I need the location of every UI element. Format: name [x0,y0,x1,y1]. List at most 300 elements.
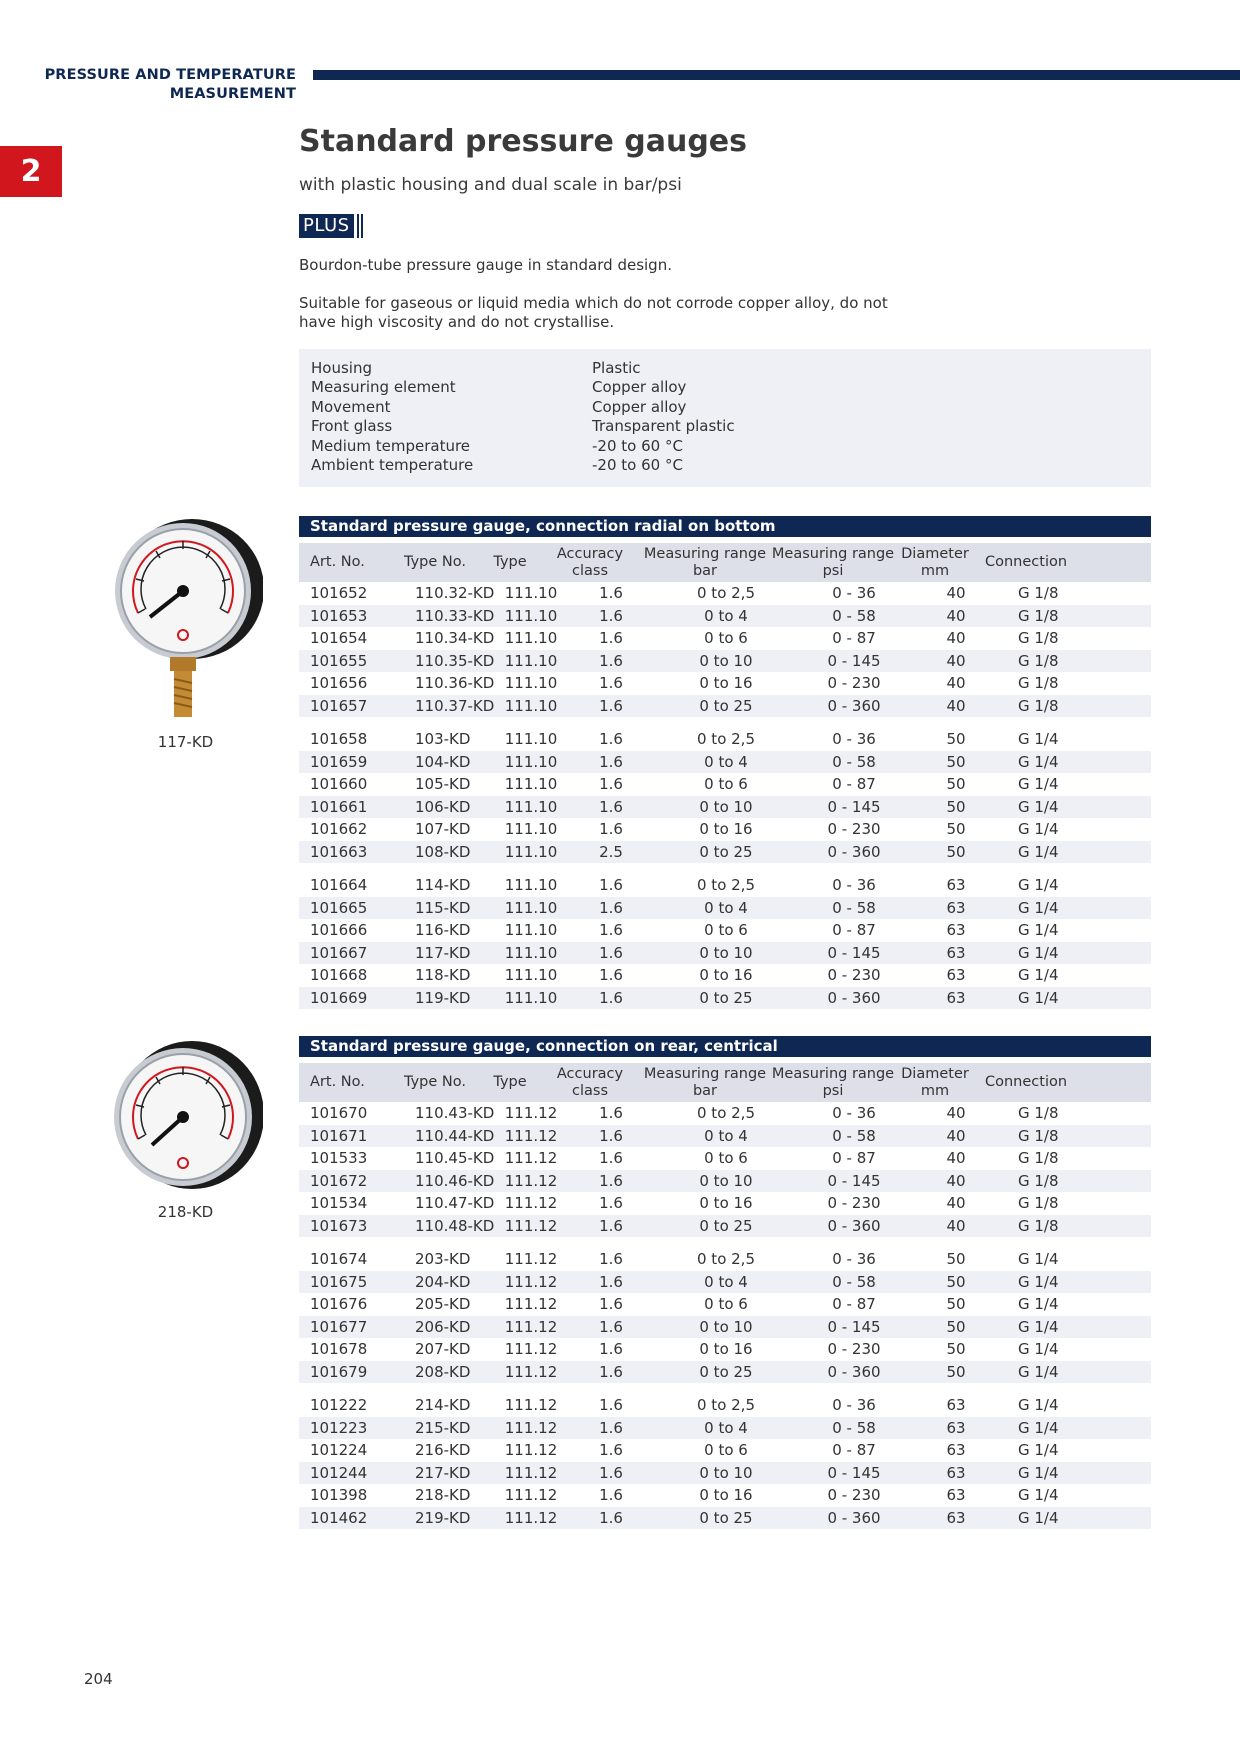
column-header-text: Measuring range [643,545,767,562]
gauge-rear-caption: 218-KD [157,1203,214,1221]
connection-cell: G 1/8 [1018,606,1059,625]
table-row [299,987,1151,1010]
type-no-cell: 105-KD [415,775,471,793]
type-cell: 111.12 [504,1194,558,1212]
gauge-rear-image [108,1037,263,1195]
range-bar-cell: 0 to 4 [704,1418,748,1437]
art-no-cell: 101654 [310,629,368,647]
range-psi-cell: 0 - 87 [832,1149,876,1167]
accuracy-cell: 1.6 [599,1194,623,1212]
art-no-cell: 101669 [310,988,368,1007]
range-psi-cell: 0 - 230 [827,820,881,838]
row-group [299,728,1151,863]
type-cell: 111.10 [504,820,558,838]
art-no-cell: 101661 [310,797,368,816]
accuracy-cell: 1.6 [599,674,623,692]
range-psi-cell: 0 - 360 [827,1216,881,1235]
art-no-cell: 101667 [310,943,368,962]
range-psi-cell: 0 - 145 [827,1317,881,1336]
accuracy-cell: 1.6 [599,1396,623,1414]
art-no-cell: 101658 [310,730,368,748]
gauge-radial-image [108,517,263,729]
table-row [299,1215,1151,1238]
spec-label: Medium temperature [311,436,471,455]
connection-cell: G 1/4 [1018,966,1059,984]
type-cell: 111.10 [504,584,558,602]
art-no-cell: 101652 [310,584,368,602]
accuracy-cell: 1.6 [599,696,623,715]
accuracy-cell: 1.6 [599,1272,623,1291]
accuracy-cell: 1.6 [599,1126,623,1145]
type-no-cell: 107-KD [415,820,471,838]
diameter-cell: 40 [946,1149,966,1167]
type-cell: 111.10 [504,752,558,771]
connection-cell: G 1/4 [1018,820,1059,838]
diameter-cell: 50 [946,1362,966,1381]
diameter-cell: 50 [946,842,966,861]
art-no-cell: 101224 [310,1441,368,1459]
column-header-text: Diameter [901,1065,969,1082]
column-header [481,1074,539,1091]
spec-row [311,456,1139,475]
type-no-cell: 110.36-KD [415,674,495,692]
range-psi-cell: 0 - 87 [832,1295,876,1313]
accuracy-cell: 1.6 [599,1295,623,1313]
row-group [299,1102,1151,1237]
art-no-cell: 101655 [310,651,368,670]
type-no-cell: 219-KD [415,1508,471,1527]
table-row [299,728,1151,751]
range-psi-cell: 0 - 145 [827,1463,881,1482]
column-header-text: Type [493,554,527,570]
range-bar-cell: 0 to 10 [699,1171,753,1190]
table-row [299,919,1151,942]
header-rule [313,70,1240,80]
gauge-radial-caption: 117-KD [157,733,214,751]
art-no-cell: 101222 [310,1396,368,1414]
type-no-cell: 110.33-KD [415,606,495,625]
spec-value: Copper alloy [592,378,687,397]
connection-cell: G 1/8 [1018,1126,1059,1145]
accuracy-cell: 1.6 [599,1418,623,1437]
column-header [394,554,481,571]
type-no-cell: 110.34-KD [415,629,495,647]
table-row [299,1147,1151,1170]
table-row [299,1361,1151,1384]
table-row [299,605,1151,628]
range-bar-cell: 0 to 2,5 [697,730,755,748]
range-bar-cell: 0 to 10 [699,1317,753,1336]
range-psi-cell: 0 - 58 [832,1418,876,1437]
column-header-text: Measuring range [771,545,895,562]
range-psi-cell: 0 - 87 [832,629,876,647]
type-cell: 111.10 [504,730,558,748]
accuracy-cell: 1.6 [599,1104,623,1122]
art-no-cell: 101679 [310,1362,368,1381]
table-row [299,582,1151,605]
accuracy-cell: 1.6 [599,1508,623,1527]
connection-cell: G 1/4 [1018,943,1059,962]
range-bar-cell: 0 to 25 [699,1508,753,1527]
type-cell: 111.12 [504,1418,558,1437]
table-row [299,1170,1151,1193]
diameter-cell: 63 [946,1396,966,1414]
diameter-cell: 63 [946,1418,966,1437]
type-no-cell: 104-KD [415,752,471,771]
type-cell: 111.12 [504,1441,558,1459]
type-no-cell: 110.35-KD [415,651,495,670]
chapter-heading-line2: MEASUREMENT [169,86,296,102]
table-row [299,627,1151,650]
column-header [769,1066,897,1100]
type-no-cell: 116-KD [415,921,471,939]
accuracy-cell: 1.6 [599,988,623,1007]
type-no-cell: 103-KD [415,730,471,748]
art-no-cell: 101462 [310,1508,368,1527]
type-no-cell: 205-KD [415,1295,471,1313]
art-no-cell: 101660 [310,775,368,793]
range-bar-cell: 0 to 16 [699,966,753,984]
range-bar-cell: 0 to 2,5 [697,876,755,894]
art-no-cell: 101670 [310,1104,368,1122]
connection-cell: G 1/4 [1018,1486,1059,1504]
range-bar-cell: 0 to 4 [704,606,748,625]
accuracy-cell: 1.6 [599,966,623,984]
range-bar-cell: 0 to 10 [699,651,753,670]
type-cell: 111.10 [504,943,558,962]
table-row [299,1394,1151,1417]
plus-badge [299,214,363,238]
range-psi-cell: 0 - 360 [827,1362,881,1381]
diameter-cell: 63 [946,876,966,894]
diameter-cell: 40 [946,606,966,625]
spec-label: Movement [311,397,391,416]
connection-cell: G 1/8 [1018,1149,1059,1167]
table-row [299,1271,1151,1294]
table-row [299,1507,1151,1530]
column-header [299,554,394,571]
type-cell: 111.10 [504,966,558,984]
type-no-cell: 203-KD [415,1250,471,1268]
column-header [641,1066,769,1100]
type-no-cell: 119-KD [415,988,471,1007]
accuracy-cell: 1.6 [599,584,623,602]
connection-cell: G 1/4 [1018,921,1059,939]
section-heading-rear: Standard pressure gauge, connection on rear, centrical [299,1036,1151,1057]
type-cell: 111.12 [504,1104,558,1122]
diameter-cell: 50 [946,1250,966,1268]
type-no-cell: 218-KD [415,1486,471,1504]
type-cell: 111.12 [504,1362,558,1381]
diameter-cell: 50 [946,775,966,793]
accuracy-cell: 1.6 [599,943,623,962]
accuracy-cell: 1.6 [599,820,623,838]
table-row [299,773,1151,796]
art-no-cell: 101676 [310,1295,368,1313]
diameter-cell: 40 [946,674,966,692]
spec-row [311,359,1139,378]
type-cell: 111.12 [504,1317,558,1336]
spec-row [311,437,1139,456]
plus-badge-stripe [357,214,359,238]
type-no-cell: 110.43-KD [415,1104,495,1122]
range-bar-cell: 0 to 6 [704,921,748,939]
diameter-cell: 40 [946,696,966,715]
diameter-cell: 63 [946,921,966,939]
type-cell: 111.10 [504,674,558,692]
range-bar-cell: 0 to 25 [699,1362,753,1381]
range-psi-cell: 0 - 230 [827,1340,881,1358]
range-psi-cell: 0 - 58 [832,606,876,625]
range-bar-cell: 0 to 16 [699,820,753,838]
diameter-cell: 63 [946,1441,966,1459]
table-row [299,897,1151,920]
type-cell: 111.12 [504,1250,558,1268]
art-no-cell: 101663 [310,842,368,861]
range-psi-cell: 0 - 36 [832,730,876,748]
type-no-cell: 214-KD [415,1396,471,1414]
accuracy-cell: 1.6 [599,606,623,625]
table-row [299,1316,1151,1339]
chapter-heading-line1: PRESSURE AND TEMPERATURE [44,67,296,83]
connection-cell: G 1/8 [1018,584,1059,602]
diameter-cell: 63 [946,988,966,1007]
column-header-text: psi [822,1082,844,1099]
spec-value: Transparent plastic [592,417,735,436]
diameter-cell: 40 [946,651,966,670]
type-no-cell: 207-KD [415,1340,471,1358]
diameter-cell: 40 [946,629,966,647]
range-psi-cell: 0 - 58 [832,898,876,917]
accuracy-cell: 1.6 [599,1362,623,1381]
type-cell: 111.12 [504,1340,558,1358]
table-row [299,1192,1151,1215]
column-header [769,546,897,580]
table-row [299,1338,1151,1361]
range-bar-cell: 0 to 10 [699,943,753,962]
range-bar-cell: 0 to 10 [699,1463,753,1482]
type-cell: 111.12 [504,1486,558,1504]
range-bar-cell: 0 to 25 [699,1216,753,1235]
type-cell: 111.10 [504,898,558,917]
type-no-cell: 110.44-KD [415,1126,495,1145]
connection-cell: G 1/4 [1018,1340,1059,1358]
type-no-cell: 106-KD [415,797,471,816]
range-bar-cell: 0 to 2,5 [697,1104,755,1122]
type-no-cell: 110.46-KD [415,1171,495,1190]
connection-cell: G 1/8 [1018,629,1059,647]
table-row [299,1293,1151,1316]
table-row [299,672,1151,695]
connection-cell: G 1/4 [1018,1396,1059,1414]
table-row [299,1125,1151,1148]
type-no-cell: 118-KD [415,966,471,984]
range-psi-cell: 0 - 230 [827,966,881,984]
accuracy-cell: 1.6 [599,1441,623,1459]
diameter-cell: 50 [946,1295,966,1313]
diameter-cell: 50 [946,1317,966,1336]
art-no-cell: 101659 [310,752,368,771]
page-title: Standard pressure gauges [299,124,748,159]
type-cell: 111.10 [504,775,558,793]
range-psi-cell: 0 - 87 [832,921,876,939]
accuracy-cell: 1.6 [599,752,623,771]
column-header-text: Art. No. [310,1074,365,1090]
connection-cell: G 1/4 [1018,842,1059,861]
accuracy-cell: 1.6 [599,898,623,917]
diameter-cell: 63 [946,898,966,917]
type-cell: 111.12 [504,1149,558,1167]
table-row [299,1439,1151,1462]
column-header [897,1066,973,1100]
accuracy-cell: 1.6 [599,876,623,894]
accuracy-cell: 1.6 [599,629,623,647]
art-no-cell: 101678 [310,1340,368,1358]
connection-cell: G 1/8 [1018,674,1059,692]
type-cell: 111.10 [504,651,558,670]
connection-cell: G 1/8 [1018,1216,1059,1235]
column-header-text: Diameter [901,545,969,562]
product-table-radial [299,543,1151,1009]
connection-cell: G 1/8 [1018,651,1059,670]
type-no-cell: 110.48-KD [415,1216,495,1235]
diameter-cell: 40 [946,584,966,602]
range-psi-cell: 0 - 36 [832,1396,876,1414]
table-row [299,1462,1151,1485]
art-no-cell: 101657 [310,696,368,715]
art-no-cell: 101671 [310,1126,368,1145]
column-header-text: Accuracy class [556,1065,624,1099]
column-header-text: Type [493,1074,527,1090]
table-row [299,942,1151,965]
range-psi-cell: 0 - 58 [832,1272,876,1291]
art-no-cell: 101398 [310,1486,368,1504]
range-bar-cell: 0 to 4 [704,1126,748,1145]
diameter-cell: 63 [946,943,966,962]
art-no-cell: 101677 [310,1317,368,1336]
table-row [299,1102,1151,1125]
type-no-cell: 110.37-KD [415,696,495,715]
range-bar-cell: 0 to 4 [704,898,748,917]
connection-cell: G 1/4 [1018,797,1059,816]
type-no-cell: 115-KD [415,898,471,917]
type-no-cell: 204-KD [415,1272,471,1291]
range-psi-cell: 0 - 87 [832,1441,876,1459]
art-no-cell: 101534 [310,1194,368,1212]
diameter-cell: 63 [946,1486,966,1504]
accuracy-cell: 2.5 [599,842,623,861]
row-group [299,1248,1151,1383]
connection-cell: G 1/8 [1018,1104,1059,1122]
type-cell: 111.10 [504,696,558,715]
connection-cell: G 1/4 [1018,1272,1059,1291]
diameter-cell: 50 [946,730,966,748]
type-no-cell: 217-KD [415,1463,471,1482]
product-table-rear [299,1063,1151,1529]
column-header-text: Measuring range [771,1065,895,1082]
row-group [299,1394,1151,1529]
description-media: Suitable for gaseous or liquid media which do not corrode copper alloy, do not have high viscosity and do not crystallise. [299,294,888,331]
type-no-cell: 117-KD [415,943,471,962]
art-no-cell: 101674 [310,1250,368,1268]
range-bar-cell: 0 to 16 [699,674,753,692]
type-no-cell: 216-KD [415,1441,471,1459]
specification-box [299,349,1151,487]
type-cell: 111.12 [504,1396,558,1414]
accuracy-cell: 1.6 [599,1340,623,1358]
accuracy-cell: 1.6 [599,1149,623,1167]
spec-value: Copper alloy [592,397,687,416]
range-psi-cell: 0 - 145 [827,943,881,962]
accuracy-cell: 1.6 [599,1216,623,1235]
art-no-cell: 101223 [310,1418,368,1437]
column-header-text: bar [692,1082,718,1099]
accuracy-cell: 1.6 [599,797,623,816]
spec-label: Ambient temperature [311,456,474,475]
range-bar-cell: 0 to 2,5 [697,584,755,602]
column-header [481,554,539,571]
diameter-cell: 40 [946,1171,966,1190]
accuracy-cell: 1.6 [599,1317,623,1336]
art-no-cell: 101673 [310,1216,368,1235]
plus-badge-stripe [361,214,363,238]
connection-cell: G 1/4 [1018,1317,1059,1336]
diameter-cell: 63 [946,1508,966,1527]
table-row [299,841,1151,864]
range-psi-cell: 0 - 230 [827,1194,881,1212]
accuracy-cell: 1.6 [599,730,623,748]
column-header [539,546,641,580]
connection-cell: G 1/4 [1018,1418,1059,1437]
spec-row [311,378,1139,397]
table-row [299,751,1151,774]
connection-cell: G 1/8 [1018,1171,1059,1190]
column-header-text: Measuring range [643,1065,767,1082]
range-bar-cell: 0 to 10 [699,797,753,816]
table-row [299,1417,1151,1440]
section-heading-radial: Standard pressure gauge, connection radial on bottom [299,516,1151,537]
range-psi-cell: 0 - 36 [832,1250,876,1268]
diameter-cell: 50 [946,1272,966,1291]
range-psi-cell: 0 - 145 [827,651,881,670]
connection-cell: G 1/4 [1018,1362,1059,1381]
art-no-cell: 101665 [310,898,368,917]
type-cell: 111.12 [504,1171,558,1190]
spec-label: Front glass [311,417,393,436]
column-header-text: mm [920,1082,950,1099]
page-number: 204 [84,1670,113,1688]
spec-value: -20 to 60 °C [592,456,683,475]
art-no-cell: 101653 [310,606,368,625]
chapter-tab: 2 [0,146,62,197]
column-header-text: Connection [985,554,1068,570]
spec-value: Plastic [592,359,641,377]
type-no-cell: 114-KD [415,876,471,894]
connection-cell: G 1/4 [1018,1508,1059,1527]
type-no-cell: 215-KD [415,1418,471,1437]
table-row [299,818,1151,841]
column-header-text: Accuracy class [556,545,624,579]
column-header-text: mm [920,562,950,579]
column-header-text: psi [822,562,844,579]
type-no-cell: 208-KD [415,1362,471,1381]
range-psi-cell: 0 - 87 [832,775,876,793]
connection-cell: G 1/4 [1018,1441,1059,1459]
column-header [394,1074,481,1091]
row-group [299,582,1151,717]
connection-cell: G 1/8 [1018,696,1059,715]
type-cell: 111.12 [504,1463,558,1482]
